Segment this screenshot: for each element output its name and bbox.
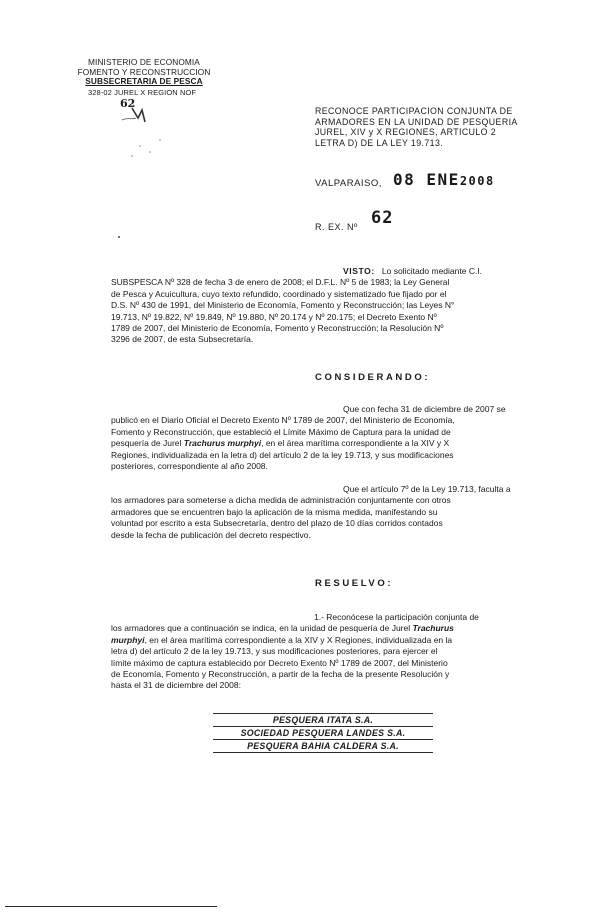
ministry-header [74, 58, 214, 87]
visto-line: de Pesca y Acuicultura, cuyo texto refundido, coordinado y sistematizado fue fijado por el [111, 288, 447, 299]
rex-number: 62 [371, 208, 394, 228]
resuelvo-line [111, 623, 523, 634]
resuelvo-heading: RESUELVO: [315, 578, 394, 589]
ministry-line: MINISTERIO DE ECONOMIA [88, 57, 200, 67]
company-item: SOCIEDAD PESQUERA LANDES S.A. [240, 728, 406, 738]
resuelvo-line: letra d) del artículo 2 de la ley 19.713, y sus modificaciones posteriores, para ejercer el [111, 646, 438, 657]
considerando-line: armadores que se encuentren bajo la aplicación de la misma medida, manifestando su [111, 506, 438, 517]
considerando-line: Que con fecha 31 de diciembre de 2007 se [343, 404, 506, 414]
visto-line: 19.713, Nº 19.822, Nº 19.849, Nº 19.880, Nº 20.174 y Nº 20.175; el Decreto Exento Nº [111, 311, 437, 322]
stamped-date [393, 170, 495, 189]
divider [213, 752, 433, 753]
considerando-line: desde la fecha de publicación del decreto respectivo. [111, 529, 311, 540]
reference-code: 328-02 JUREL X REGION NOF [88, 88, 197, 97]
considerando-line: publicó en el Diario Oficial el Decreto Exento Nº 1789 de 2007, del Ministerio de Economía, [111, 415, 455, 426]
considerando-line: Fomento y Reconstrucción, que estableció el Límite Máximo de Captura para la unidad de [111, 426, 451, 437]
species-name: Trachurus murphyi [183, 438, 262, 449]
considerando-text: pesquería de Jurel [111, 438, 184, 449]
resuelvo-text: los armadores que a continuación se indica, en la unidad de pesquería de Jurel [111, 623, 413, 634]
considerando-text: , en el área marítima correspondiente a la XIV y X [261, 438, 450, 449]
species-name: Trachurus [412, 623, 454, 634]
considerando-heading: CONSIDERANDO: [315, 372, 431, 383]
considerando-line [111, 438, 523, 449]
date-day: 08 [393, 170, 416, 189]
resuelvo-line: 1.- Reconócese la participación conjunta de [314, 612, 479, 622]
visto-label: VISTO: [343, 266, 375, 276]
considerando-line: los armadores para someterse a dicha medida de administración conjuntamente con otros [111, 495, 451, 506]
visto-line: 3296 de 2007, de esta Subsecretaría. [111, 334, 254, 345]
resuelvo-line: de Economía, Fomento y Reconstrucción, a partir de la fecha de la presente Resolución y [111, 669, 450, 680]
subject-block [315, 106, 555, 148]
footer-divider [5, 906, 217, 907]
place-label: VALPARAISO, [315, 178, 382, 189]
visto-line: D.S. Nº 430 de 1991, del Ministerio de Economía, Fomento y Reconstrucción; las Leyes N° [111, 300, 455, 311]
resuelvo-text: , en el área marítima correspondiente a la XIV y X Regiones, individualizada en la [144, 634, 453, 645]
faint-stamp-mark [110, 100, 180, 170]
considerando-line: voluntad por escrito a esta Subsecretaría, dentro del plazo de 10 días corridos contados [111, 518, 443, 529]
considerando-line: posteriores, correspondiente al año 2008. [111, 461, 268, 472]
visto-first-line [111, 266, 523, 277]
considerando-paragraph-1 [111, 404, 523, 472]
subject-line: LETRA D) DE LA LEY 19.713. [315, 137, 444, 148]
company-list [213, 713, 433, 753]
visto-line: 1789 de 2007, del Ministerio de Economía, Fomento y Reconstrucción; la Resolución Nº [111, 323, 444, 334]
subject-line: ARMADORES EN LA UNIDAD DE PESQUERIA [315, 116, 518, 127]
company-item: PESQUERA ITATA S.A. [272, 715, 374, 725]
considerando-paragraph-2 [111, 484, 523, 541]
considerando-line: Que el artículo 7º de la Ley 19.713, faculta a [343, 484, 511, 494]
scan-speck [118, 236, 120, 238]
subject-line: JUREL, XIV y X REGIONES, ARTICULO 2 [315, 127, 497, 138]
date-month: ENE [426, 170, 460, 189]
resuelvo-line: límite máximo de captura establecido por Decreto Exento Nº 1789 de 2007, del Ministerio [111, 657, 448, 668]
stamp-number: 62 [120, 97, 136, 110]
subject-line: RECONOCE PARTICIPACION CONJUNTA DE [315, 106, 513, 116]
subsecretaria-line: SUBSECRETARIA DE PESCA [85, 76, 203, 86]
date-year: 2008 [459, 174, 495, 188]
visto-line: SUBSPESCA Nº 328 de fecha 3 de enero de 2008; el D.F.L. Nº 5 de 1983; la Ley General [111, 277, 450, 288]
resuelvo-line [111, 635, 523, 646]
visto-paragraph [111, 266, 523, 346]
resuelvo-paragraph [111, 612, 523, 692]
considerando-line: Regiones, individualizada en la letra d) del artículo 2 de la ley 19.713, y sus modificaciones [111, 449, 454, 460]
ministry-line-2: FOMENTO Y RECONSTRUCCION [77, 66, 211, 77]
species-name: murphyi [111, 634, 145, 645]
company-item: PESQUERA BAHIA CALDERA S.A. [247, 741, 399, 751]
rex-label: R. EX. Nº [315, 222, 358, 232]
visto-line: Lo solicitado mediante C.I. [381, 266, 483, 276]
resuelvo-line: hasta el 31 de diciembre del 2008: [111, 680, 241, 691]
